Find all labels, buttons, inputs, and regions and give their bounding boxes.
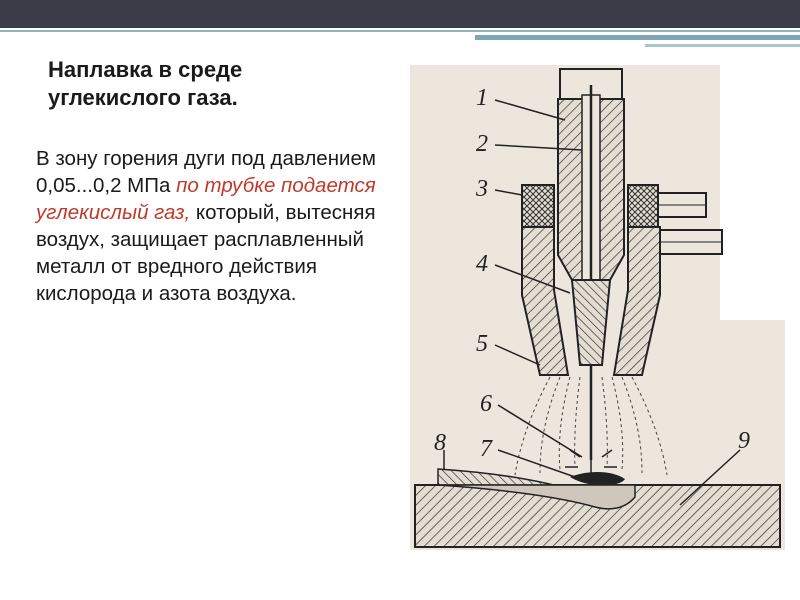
label-6: 6	[480, 391, 492, 417]
welding-torch-diagram	[410, 65, 785, 550]
insulator-right-shape	[628, 185, 658, 227]
label-9: 9	[738, 428, 750, 454]
decor-line	[475, 35, 800, 40]
top-bar	[0, 0, 800, 28]
label-5: 5	[476, 331, 488, 357]
slide-paragraph	[36, 145, 381, 307]
highlighted-text: по трубке подается углекислый газ,	[36, 174, 376, 224]
label-8: 8	[434, 430, 446, 456]
label-3: 3	[476, 176, 488, 202]
paragraph-text: который, вытесняя воздух, защищает расплавленный металл от вредного действия кислорода и азота воздуха.	[36, 201, 376, 305]
label-1: 1	[476, 85, 488, 111]
label-7: 7	[480, 436, 492, 462]
decor-line	[645, 44, 800, 47]
insulator-left-shape	[522, 185, 554, 227]
paragraph-text: В зону горения дуги под давлением 0,05...0,2 МПа	[36, 147, 376, 197]
label-4: 4	[476, 251, 488, 277]
diagram-cutout	[720, 65, 785, 320]
decor-line	[0, 30, 800, 32]
slide-title: Наплавка в среде углекислого газа.	[48, 57, 243, 110]
label-2: 2	[476, 131, 488, 157]
